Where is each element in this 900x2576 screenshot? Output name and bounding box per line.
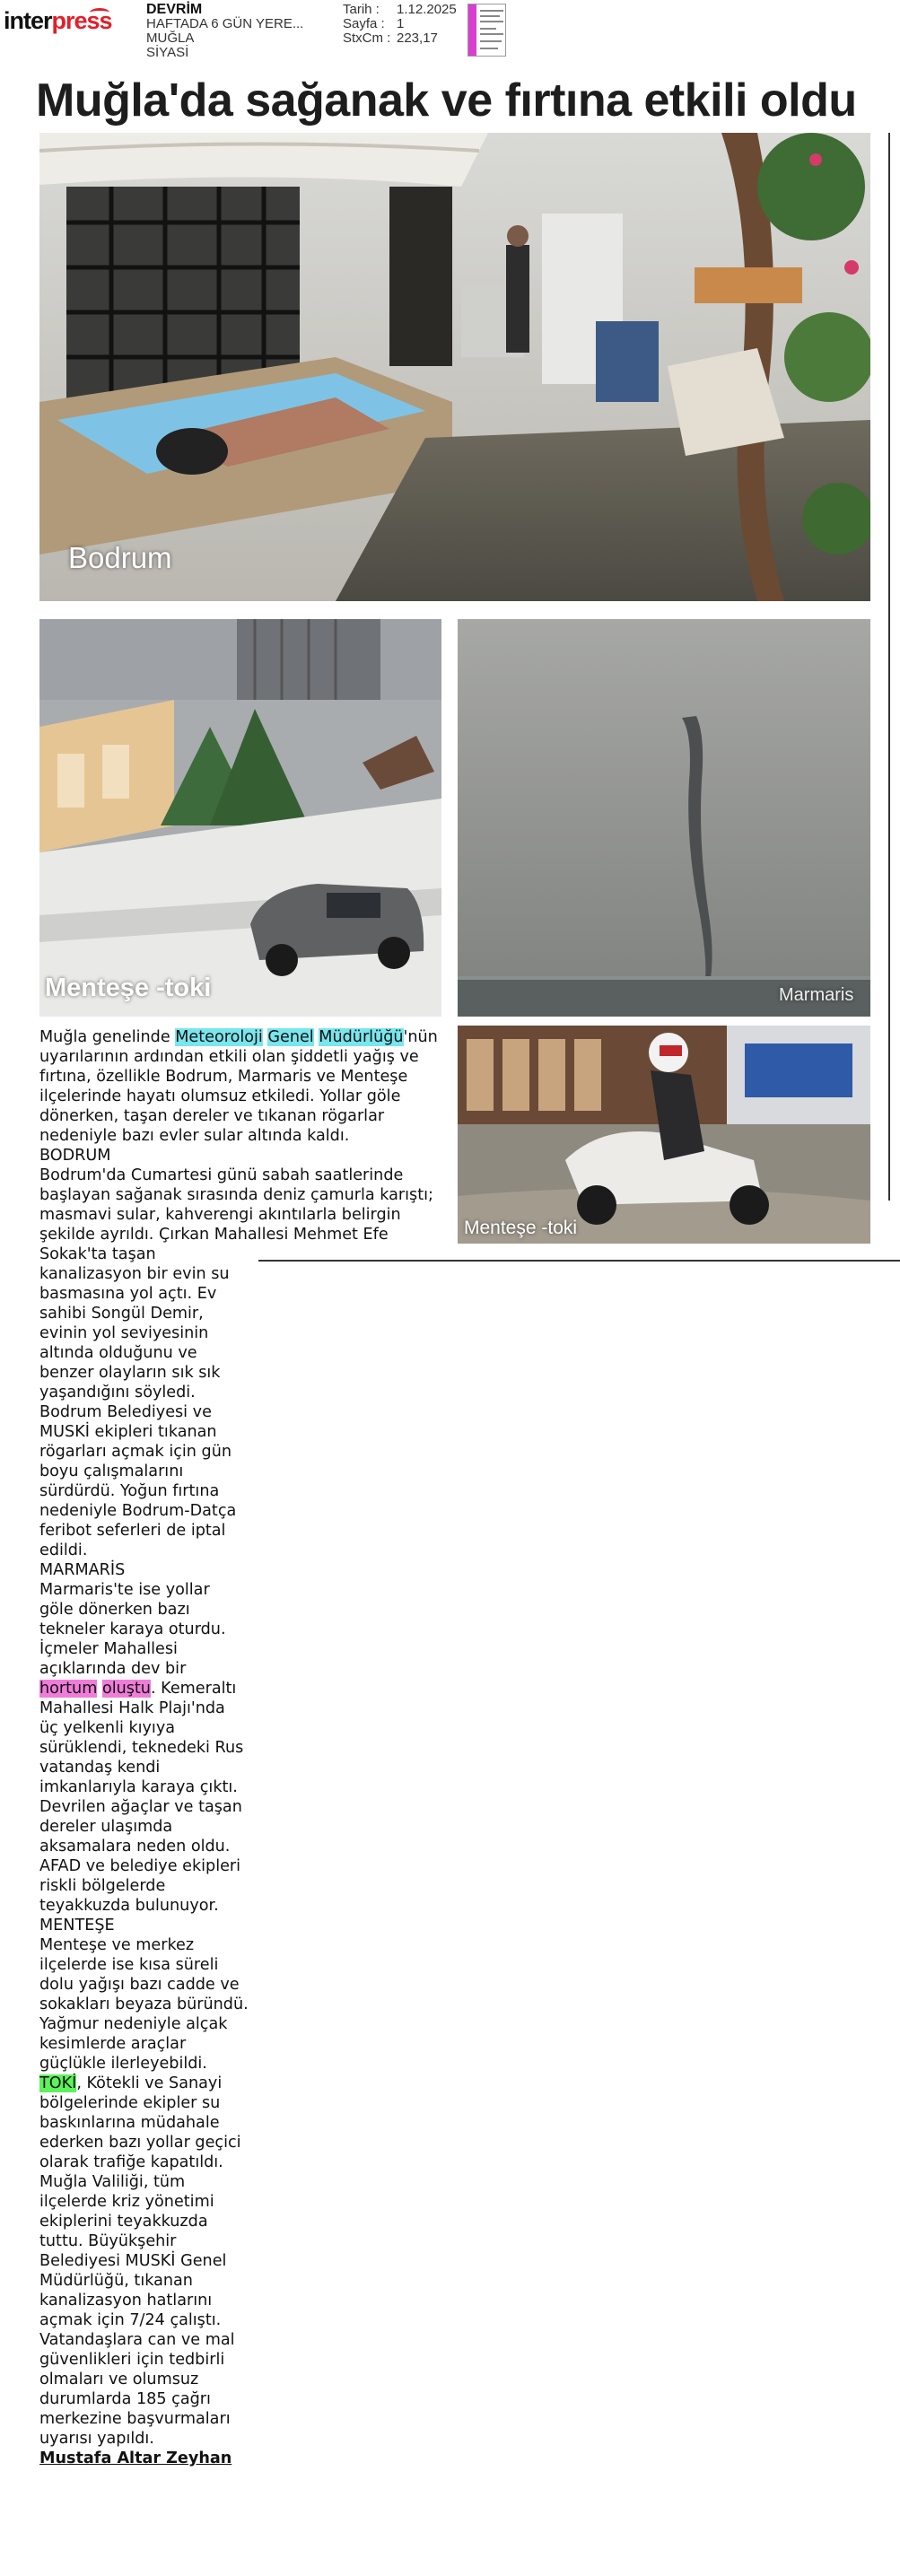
body-line: basmasına yol açtı. Ev (39, 1285, 217, 1303)
section-heading-bodrum: BODRUM (39, 1147, 111, 1165)
photo-mentese-hail (39, 619, 441, 1017)
body-line: nedeniyle Bodrum-Datça (39, 1502, 237, 1520)
body-line: İçmeler Mahallesi (39, 1640, 178, 1658)
lead-text: 'nün (403, 1028, 438, 1046)
body-line: Yağmur nedeniyle alçak (39, 2015, 228, 2033)
publication-info (146, 3, 303, 60)
body-line: sahibi Songül Demir, (39, 1305, 204, 1323)
meta-value: 223,17 (397, 31, 438, 46)
body-line: ekiplerini teyakkuzda (39, 2213, 208, 2231)
body-line: merkezine başvurmaları (39, 2410, 231, 2428)
body-line: ilçelerde kriz yönetimi (39, 2193, 214, 2211)
body-line: göle dönerken bazı (39, 1601, 190, 1619)
body-line: Vatandaşlara can ve mal (39, 2331, 235, 2349)
caption-mentese-hail: Menteşe -toki (45, 974, 212, 1002)
column-rule-vertical (888, 133, 890, 1201)
body-line: durumlarda 185 çağrı (39, 2390, 211, 2408)
body-line: Bodrum Belediyesi ve (39, 1403, 212, 1421)
body-text: , Kötekli ve Sanayi (76, 2074, 223, 2092)
body-line: kanalizasyon bir evin su (39, 1265, 230, 1283)
highlight-olustu: oluştu (101, 1680, 151, 1698)
body-line: masmavi sular, kahverengi akıntılarla belirgin (39, 1206, 401, 1224)
caption-marmaris: Marmaris (779, 985, 854, 1005)
highlight-toki: TOKİ (39, 2074, 77, 2092)
page-thumbnail[interactable] (467, 4, 506, 57)
highlight-mudurlugu: Müdürlüğü (319, 1028, 404, 1046)
body-line: sürdürdü. Yoğun fırtına (39, 1482, 220, 1500)
body-line: güçlükle ilerleyebildi. (39, 2055, 207, 2073)
clip-headline: HAFTADA 6 GÜN YERE... (146, 16, 304, 31)
body-line: benzer olayların sık sık (39, 1364, 221, 1382)
body-line: ederken bazı yollar geçici (39, 2134, 241, 2152)
lead-line: ilçelerinde hayatı olumsuz etkiledi. Yollar göle (39, 1087, 401, 1105)
interpress-logo (4, 7, 112, 35)
photo-mentese-scooter (458, 1026, 870, 1244)
body-line (39, 1679, 249, 1698)
body-line: feribot seferleri de iptal (39, 1522, 226, 1540)
body-line: imkanlarıyla karaya çıktı. (39, 1778, 238, 1796)
highlight-genel: Genel (267, 1028, 314, 1046)
lead-line: nedeniyle bazı evler sular altında kaldı. (39, 1127, 350, 1145)
meta-label: Sayfa : (343, 16, 385, 31)
caption-bodrum: Bodrum (68, 541, 172, 574)
body-line: teyakkuzda bulunuyor. (39, 1897, 219, 1915)
body-line: aksamalara neden oldu. (39, 1838, 231, 1856)
body-line: edildi. (39, 1541, 88, 1559)
body-line: üç yelkenli kıyıya (39, 1719, 176, 1737)
body-line: evinin yol seviyesinin (39, 1324, 209, 1342)
meta-page-row (343, 17, 457, 31)
caption-mentese-scooter: Menteşe -toki (464, 1218, 578, 1238)
body-line: Belediyesi MUSKİ Genel (39, 2252, 227, 2270)
body-line: altında olduğunu ve (39, 1344, 197, 1362)
section-heading-marmaris: MARMARİS (39, 1561, 126, 1579)
logo-swoosh-icon (90, 8, 109, 17)
lead-line (39, 1027, 438, 1047)
body-text: . Kemeraltı (150, 1680, 237, 1698)
body-line: Menteşe ve merkez (39, 1936, 195, 1954)
body-line: riskli bölgelerde (39, 1877, 166, 1895)
body-line: vatandaş kendi (39, 1759, 161, 1777)
body-line: tuttu. Büyükşehir (39, 2232, 177, 2250)
meta-size-row (343, 31, 457, 46)
body-line: Marmaris'te ise yollar (39, 1581, 210, 1599)
publication-name: DEVRİM (146, 2, 203, 17)
logo-main-text: inter (4, 7, 52, 34)
clip-region: MUĞLA (146, 31, 195, 46)
body-line: Müdürlüğü, tıkanan (39, 2272, 193, 2290)
body-line: Muğla Valiliği, tüm (39, 2173, 186, 2191)
body-line: Sokak'ta taşan (39, 1245, 156, 1263)
body-line: baskınlarına müdahale (39, 2114, 220, 2132)
body-line: açmak için 7/24 çalıştı. (39, 2311, 222, 2329)
body-line: başlayan sağanak sırasında deniz çamurla karıştı; (39, 1186, 433, 1204)
body-line: açıklarında dev bir (39, 1660, 187, 1678)
body-line: ilçelerde ise kısa süreli (39, 1956, 219, 1974)
meta-value: 1.12.2025 (397, 2, 457, 17)
highlight-meteoroloji: Meteoroloji (175, 1028, 263, 1046)
body-line: dereler ulaşımda (39, 1818, 173, 1836)
lead-text: Muğla genelinde (39, 1028, 176, 1046)
body-line: MUSKİ ekipleri tıkanan (39, 1423, 217, 1441)
meta-date-row (343, 3, 457, 17)
body-line: tekneler karaya oturdu. (39, 1620, 226, 1638)
body-line: Bodrum'da Cumartesi günü sabah saatlerinde (39, 1166, 404, 1184)
photo-marmaris-tornado (458, 619, 870, 1017)
body-line: rögarları açmak için gün (39, 1443, 232, 1461)
meta-label: Tarih : (343, 2, 380, 17)
lead-line: uyarılarının ardından etkili olan şiddetli yağış ve (39, 1048, 419, 1066)
article-title: Muğla'da sağanak ve fırtına etkili oldu (36, 74, 857, 127)
lead-line: fırtına, özellikle Bodrum, Marmaris ve Menteşe (39, 1068, 408, 1086)
clip-meta (343, 3, 457, 46)
article-lead (39, 1027, 438, 1244)
body-line (39, 2074, 249, 2093)
body-line: güvenlikleri için tedbirli (39, 2351, 225, 2369)
thumbnail-color-strip (468, 4, 476, 56)
body-line: olarak trafiğe kapatıldı. (39, 2153, 223, 2171)
meta-label: StxCm : (343, 31, 391, 46)
body-line: bölgelerinde ekipler su (39, 2094, 221, 2112)
body-line: boyu çalışmalarını (39, 1463, 184, 1480)
body-line: kanalizasyon hatlarını (39, 2292, 213, 2310)
body-line: Mahallesi Halk Plajı'nda (39, 1699, 225, 1717)
section-heading-mentese: MENTEŞE (39, 1917, 115, 1934)
body-line: şekilde ayrıldı. Çırkan Mahallesi Mehmet Efe (39, 1226, 389, 1244)
body-line: sürüklendi, teknedeki Rus (39, 1739, 244, 1757)
highlight-hortum: hortum (39, 1680, 98, 1698)
body-line: kesimlerde araçlar (39, 2035, 187, 2053)
lead-line: dönerken, taşan dereler ve tıkanan rögarlar (39, 1107, 385, 1125)
meta-value: 1 (397, 16, 405, 31)
body-line: Devrilen ağaçlar ve taşan (39, 1798, 242, 1816)
body-line: sokakları beyaza büründü. (39, 1995, 249, 2013)
clip-category: SİYASİ (146, 45, 189, 60)
article-body-column (39, 1244, 249, 2468)
body-line: olmaları ve olumsuz (39, 2371, 199, 2388)
article-author: Mustafa Altar Zeyhan (39, 2449, 232, 2467)
logo-accent-text: press (51, 7, 112, 34)
column-rule-horizontal (258, 1260, 900, 1262)
photo-bodrum-flood (39, 133, 870, 601)
body-line: dolu yağışı bazı cadde ve (39, 1976, 240, 1994)
body-line: uyarısı yapıldı. (39, 2430, 154, 2448)
body-line: yaşandığını söyledi. (39, 1384, 196, 1402)
body-line: AFAD ve belediye ekipleri (39, 1857, 241, 1875)
